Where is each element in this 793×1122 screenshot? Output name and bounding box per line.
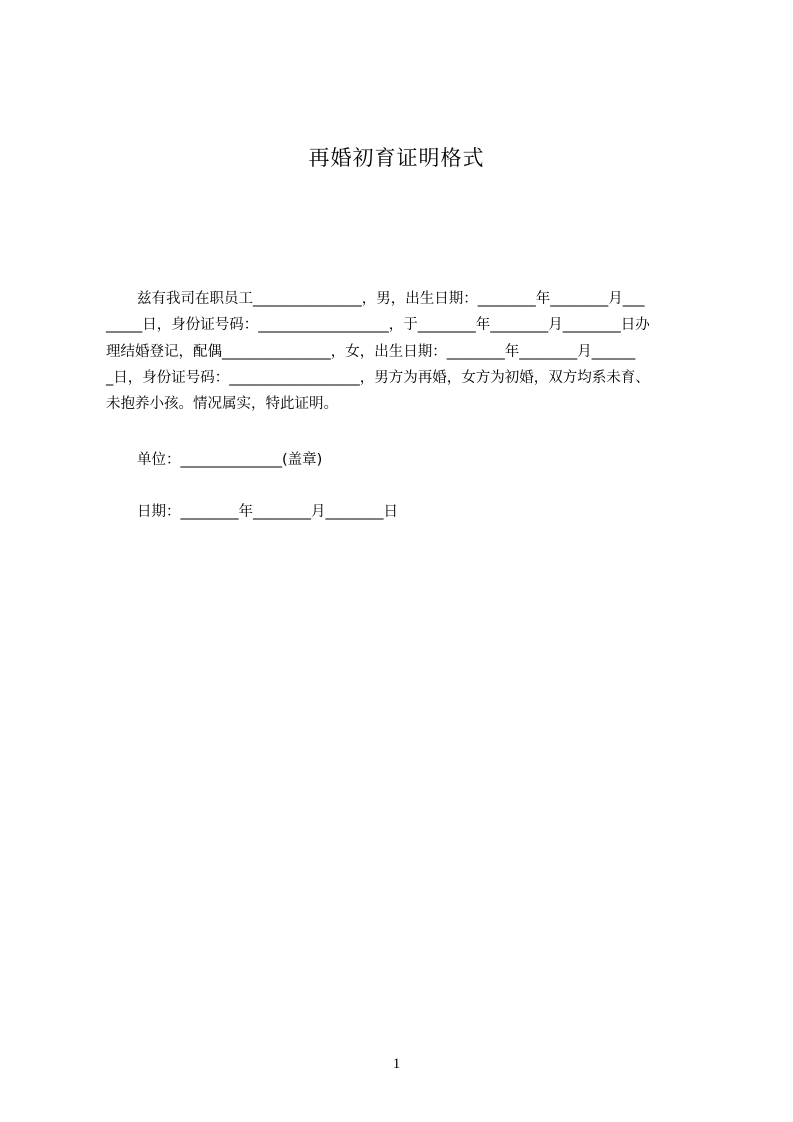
- document-title: 再婚初育证明格式: [308, 146, 485, 170]
- date-line: 日期：________年________月________日: [137, 504, 398, 520]
- body-line-4: _日，身份证号码：__________________，男方为再婚，女方为初婚，双方均系未育、: [106, 370, 650, 386]
- body-line-2: _____日，身份证号码：__________________，于________年________月________日办: [106, 317, 650, 333]
- body-line-3: 理结婚登记，配偶_______________，女，出生日期：________年________月______: [106, 344, 636, 360]
- page-number: 1: [392, 1056, 401, 1072]
- body-line-5: 未抱养小孩。情况属实，特此证明。: [106, 396, 338, 412]
- body-line-1: 兹有我司在职员工_______________，男，出生日期：________年________月___: [137, 291, 645, 307]
- unit-line: 单位：______________(盖章): [137, 452, 323, 468]
